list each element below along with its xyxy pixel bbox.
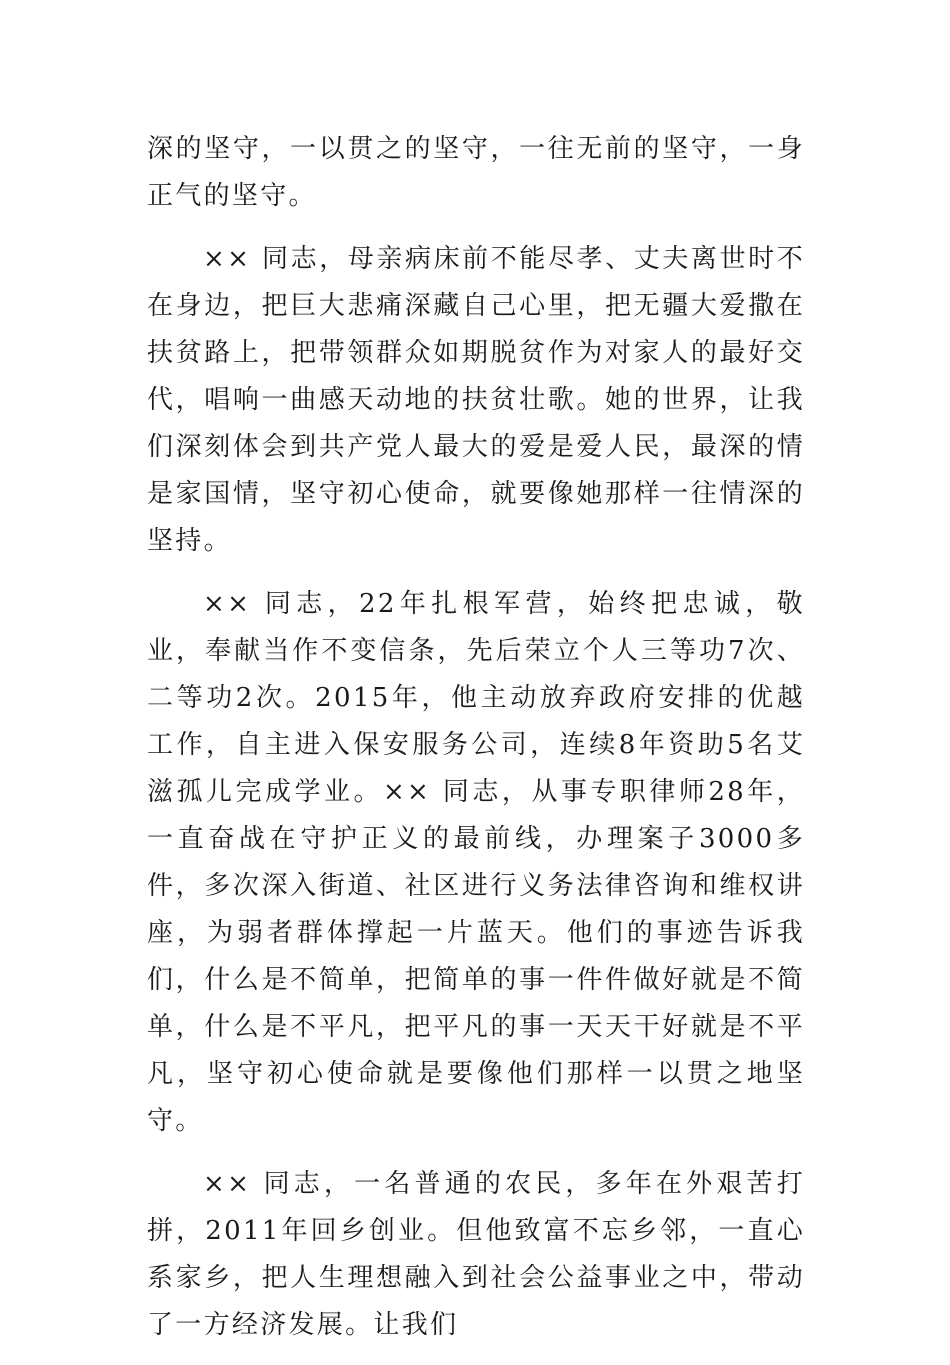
document-body	[147, 126, 805, 1365]
paragraph-1: 深的坚守，一以贯之的坚守，一往无前的坚守，一身正气的坚守。	[147, 134, 805, 211]
paragraph-4: ×× 同志，一名普通的农民，多年在外艰苦打拼，2011年回乡创业。但他致富不忘乡邻，一直心系家乡，把人生理想融入到社会公益事业之中，带动了一方经济发展。让我们	[147, 1169, 805, 1340]
paragraph-3: ×× 同志，22年扎根军营，始终把忠诚，敬业，奉献当作不变信条，先后荣立个人三等功7次、二等功2次。2015年，他主动放弃政府安排的优越工作，自主进入保安服务公司，连续8年资助5名艾滋孤儿完成学业。×× 同志，从事专职律师28年，一直奋战在守护正义的最前线，办理案子3000多件，多次深入街道、社区进行义务法律咨询和维权讲座，为弱者群体撑起一片蓝天。他们的事迹告诉我们，什么是不简单，把简单的事一件件做好就是不简单，什么是不平凡，把平凡的事一天天干好就是不平凡，坚守初心使命就是要像他们那样一以贯之地坚守。	[147, 589, 805, 1136]
paragraph-2: ×× 同志，母亲病床前不能尽孝、丈夫离世时不在身边，把巨大悲痛深藏自己心里，把无疆大爱撒在扶贫路上，把带领群众如期脱贫作为对家人的最好交代，唱响一曲感天动地的扶贫壮歌。她的世界，让我们深刻体会到共产党人最大的爱是爱人民，最深的情是家国情，坚守初心使命，就要像她那样一往情深的坚持。	[147, 244, 805, 556]
